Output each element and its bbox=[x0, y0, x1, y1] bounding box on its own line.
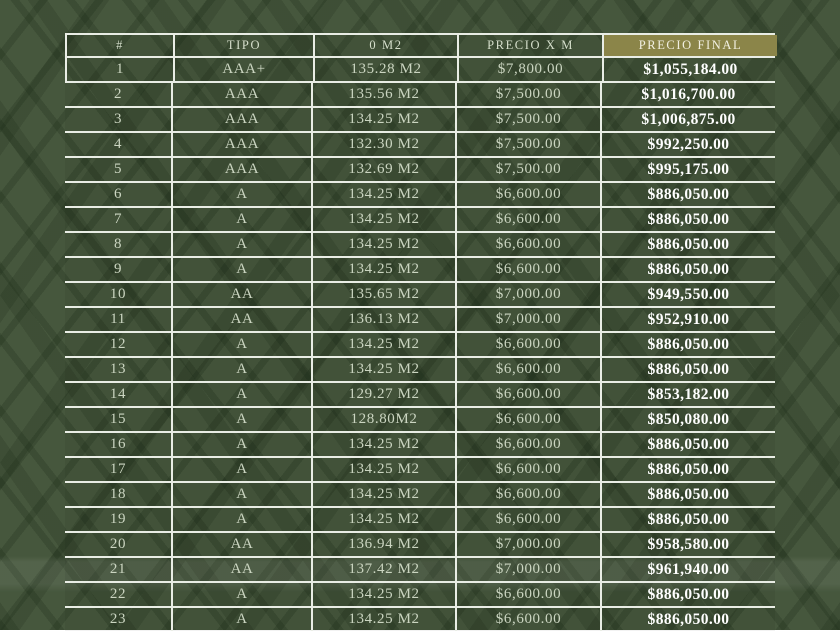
cell-precio-x-m: $7,500.00 bbox=[457, 108, 602, 131]
cell-precio-x-m: $6,600.00 bbox=[457, 333, 602, 356]
cell-precio-x-m: $7,000.00 bbox=[457, 308, 602, 331]
cell-m2: 134.25 M2 bbox=[313, 208, 457, 231]
cell-precio-final: $850,080.00 bbox=[647, 410, 730, 428]
table-row bbox=[65, 81, 775, 106]
cell-precio-x-m: $6,600.00 bbox=[457, 208, 602, 231]
cell-precio-final: $886,050.00 bbox=[647, 610, 730, 628]
cell-m2: 134.25 M2 bbox=[313, 358, 457, 381]
cell-tipo: A bbox=[173, 233, 313, 256]
cell-precio-x-m: $6,600.00 bbox=[457, 233, 602, 256]
column-header-precio-final: PRECIO FINAL bbox=[604, 35, 777, 56]
table-row bbox=[65, 56, 775, 81]
cell-precio-final: $886,050.00 bbox=[647, 335, 730, 353]
cell-precio-final: $949,550.00 bbox=[647, 285, 730, 303]
table-row bbox=[65, 506, 775, 531]
cell-tipo: A bbox=[173, 258, 313, 281]
cell-precio-final: $886,050.00 bbox=[647, 485, 730, 503]
cell-precio-final: $886,050.00 bbox=[647, 210, 730, 228]
cell-precio-final: $886,050.00 bbox=[647, 585, 730, 603]
cell-num: 23 bbox=[65, 608, 173, 631]
cell-num: 11 bbox=[65, 308, 173, 331]
cell-precio-final: $853,182.00 bbox=[647, 385, 730, 403]
cell-precio-x-m: $6,600.00 bbox=[457, 508, 602, 531]
column-header-num: # bbox=[67, 35, 175, 56]
cell-precio-final: $886,050.00 bbox=[647, 185, 730, 203]
cell-precio-x-m: $6,600.00 bbox=[457, 358, 602, 381]
cell-m2: 134.25 M2 bbox=[313, 108, 457, 131]
table-row bbox=[65, 106, 775, 131]
cell-m2: 128.80M2 bbox=[313, 408, 457, 431]
cell-m2: 134.25 M2 bbox=[313, 483, 457, 506]
cell-precio-x-m: $6,600.00 bbox=[457, 258, 602, 281]
cell-num: 19 bbox=[65, 508, 173, 531]
cell-precio-x-m: $7,500.00 bbox=[457, 158, 602, 181]
cell-num: 3 bbox=[65, 108, 173, 131]
table-row bbox=[65, 156, 775, 181]
cell-precio-final: $886,050.00 bbox=[647, 510, 730, 528]
table-row bbox=[65, 531, 775, 556]
cell-precio-final: $886,050.00 bbox=[647, 460, 730, 478]
table-row bbox=[65, 431, 775, 456]
cell-tipo: A bbox=[173, 483, 313, 506]
cell-m2: 129.27 M2 bbox=[313, 383, 457, 406]
cell-precio-x-m: $6,600.00 bbox=[457, 608, 602, 631]
cell-precio-x-m: $7,500.00 bbox=[457, 83, 602, 106]
cell-m2: 134.25 M2 bbox=[313, 258, 457, 281]
table-row bbox=[65, 131, 775, 156]
cell-tipo: AAA bbox=[173, 158, 313, 181]
cell-m2: 132.30 M2 bbox=[313, 133, 457, 156]
column-header-m2: 0 M2 bbox=[315, 35, 459, 56]
cell-tipo: A bbox=[173, 608, 313, 631]
cell-m2: 135.56 M2 bbox=[313, 83, 457, 106]
cell-m2: 134.25 M2 bbox=[313, 333, 457, 356]
cell-precio-final: $886,050.00 bbox=[647, 260, 730, 278]
cell-precio-final: $886,050.00 bbox=[647, 360, 730, 378]
table-row bbox=[65, 256, 775, 281]
cell-precio-x-m: $6,600.00 bbox=[457, 458, 602, 481]
table-row bbox=[65, 481, 775, 506]
cell-tipo: AAA bbox=[173, 133, 313, 156]
cell-num: 20 bbox=[65, 533, 173, 556]
table-row bbox=[65, 181, 775, 206]
cell-m2: 134.25 M2 bbox=[313, 233, 457, 256]
cell-precio-x-m: $6,600.00 bbox=[457, 433, 602, 456]
cell-precio-x-m: $7,500.00 bbox=[457, 133, 602, 156]
cell-precio-x-m: $6,600.00 bbox=[457, 583, 602, 606]
table-row bbox=[65, 581, 775, 606]
cell-precio-final: $1,006,875.00 bbox=[641, 110, 736, 128]
cell-num: 9 bbox=[65, 258, 173, 281]
cell-precio-x-m: $7,000.00 bbox=[457, 558, 602, 581]
cell-precio-x-m: $6,600.00 bbox=[457, 183, 602, 206]
table-row bbox=[65, 381, 775, 406]
cell-precio-x-m: $6,600.00 bbox=[457, 383, 602, 406]
cell-m2: 134.25 M2 bbox=[313, 583, 457, 606]
cell-num: 13 bbox=[65, 358, 173, 381]
cell-precio-final: $1,016,700.00 bbox=[641, 85, 736, 103]
table-row bbox=[65, 356, 775, 381]
cell-num: 15 bbox=[65, 408, 173, 431]
cell-num: 22 bbox=[65, 583, 173, 606]
cell-m2: 137.42 M2 bbox=[313, 558, 457, 581]
cell-precio-x-m: $6,600.00 bbox=[457, 483, 602, 506]
cell-m2: 135.28 M2 bbox=[315, 58, 459, 81]
cell-tipo: A bbox=[173, 408, 313, 431]
cell-m2: 136.13 M2 bbox=[313, 308, 457, 331]
table-row bbox=[65, 281, 775, 306]
cell-num: 21 bbox=[65, 558, 173, 581]
cell-precio-x-m: $7,000.00 bbox=[457, 533, 602, 556]
cell-precio-x-m: $6,600.00 bbox=[457, 408, 602, 431]
cell-m2: 136.94 M2 bbox=[313, 533, 457, 556]
cell-num: 10 bbox=[65, 283, 173, 306]
cell-m2: 134.25 M2 bbox=[313, 508, 457, 531]
cell-tipo: A bbox=[173, 333, 313, 356]
cell-m2: 134.25 M2 bbox=[313, 458, 457, 481]
cell-tipo: AAA bbox=[173, 108, 313, 131]
cell-precio-x-m: $7,800.00 bbox=[459, 58, 604, 81]
cell-tipo: AAA+ bbox=[175, 58, 315, 81]
cell-num: 14 bbox=[65, 383, 173, 406]
cell-precio-final: $1,055,184.00 bbox=[643, 60, 738, 78]
cell-precio-final: $961,940.00 bbox=[647, 560, 730, 578]
column-header-tipo: TIPO bbox=[175, 35, 315, 56]
cell-m2: 135.65 M2 bbox=[313, 283, 457, 306]
cell-precio-final: $886,050.00 bbox=[647, 435, 730, 453]
table-row bbox=[65, 456, 775, 481]
cell-precio-final: $952,910.00 bbox=[647, 310, 730, 328]
cell-precio-x-m: $7,000.00 bbox=[457, 283, 602, 306]
table-header-row bbox=[65, 33, 775, 56]
column-header-precio-x-m: PRECIO X M bbox=[459, 35, 604, 56]
table-row bbox=[65, 306, 775, 331]
cell-precio-final: $995,175.00 bbox=[647, 160, 730, 178]
cell-num: 16 bbox=[65, 433, 173, 456]
cell-num: 18 bbox=[65, 483, 173, 506]
table-row bbox=[65, 231, 775, 256]
cell-tipo: AA bbox=[173, 558, 313, 581]
cell-precio-final: $886,050.00 bbox=[647, 235, 730, 253]
cell-m2: 134.25 M2 bbox=[313, 183, 457, 206]
cell-tipo: A bbox=[173, 383, 313, 406]
cell-tipo: A bbox=[173, 183, 313, 206]
cell-tipo: A bbox=[173, 458, 313, 481]
cell-m2: 134.25 M2 bbox=[313, 608, 457, 631]
cell-tipo: A bbox=[173, 358, 313, 381]
cell-tipo: A bbox=[173, 433, 313, 456]
cell-num: 1 bbox=[67, 58, 175, 81]
table-row bbox=[65, 331, 775, 356]
cell-tipo: A bbox=[173, 508, 313, 531]
cell-precio-final: $958,580.00 bbox=[647, 535, 730, 553]
table-row bbox=[65, 206, 775, 231]
cell-tipo: AA bbox=[173, 533, 313, 556]
table-row bbox=[65, 406, 775, 431]
cell-m2: 134.25 M2 bbox=[313, 433, 457, 456]
cell-tipo: A bbox=[173, 583, 313, 606]
cell-num: 17 bbox=[65, 458, 173, 481]
cell-num: 8 bbox=[65, 233, 173, 256]
cell-num: 4 bbox=[65, 133, 173, 156]
cell-num: 7 bbox=[65, 208, 173, 231]
price-table bbox=[65, 33, 775, 631]
cell-tipo: AA bbox=[173, 283, 313, 306]
cell-tipo: A bbox=[173, 208, 313, 231]
cell-m2: 132.69 M2 bbox=[313, 158, 457, 181]
cell-tipo: AA bbox=[173, 308, 313, 331]
cell-num: 5 bbox=[65, 158, 173, 181]
cell-num: 6 bbox=[65, 183, 173, 206]
cell-precio-final: $992,250.00 bbox=[647, 135, 730, 153]
cell-tipo: AAA bbox=[173, 83, 313, 106]
cell-num: 12 bbox=[65, 333, 173, 356]
table-row bbox=[65, 556, 775, 581]
cell-num: 2 bbox=[65, 83, 173, 106]
table-row bbox=[65, 606, 775, 631]
